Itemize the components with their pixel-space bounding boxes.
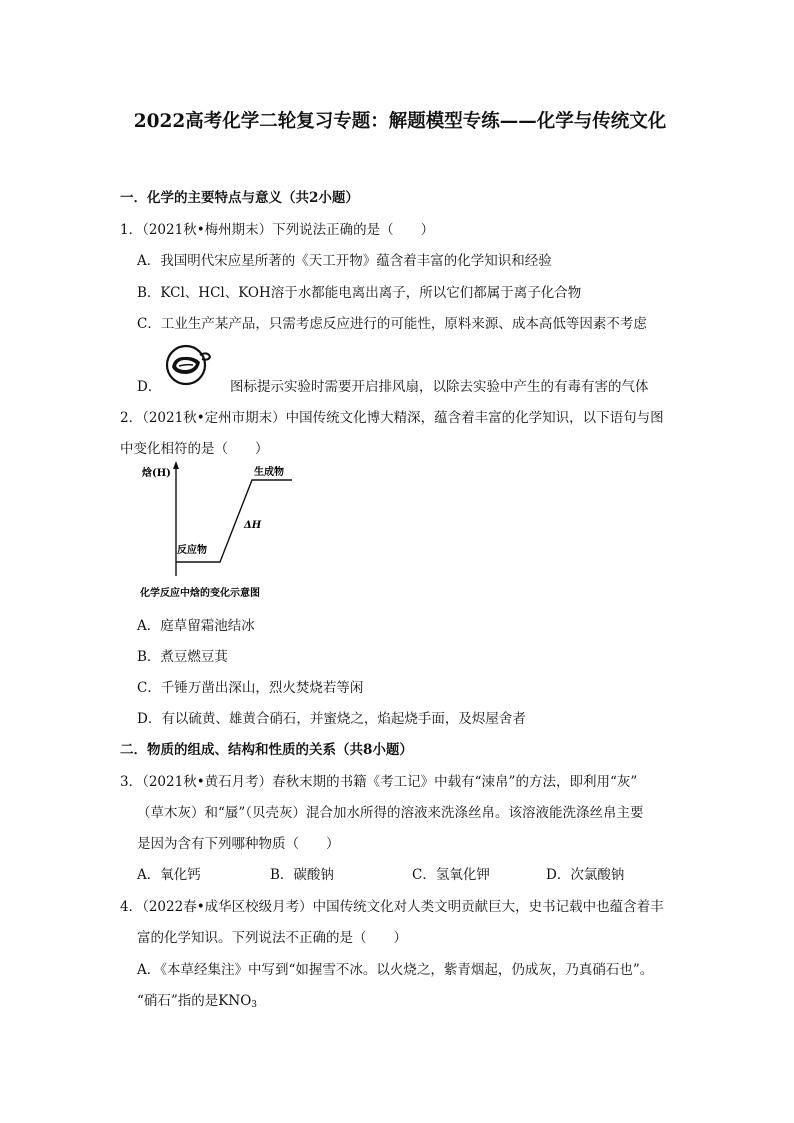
question-2-option-d: D．有以硫黄、雄黄合硝石，并蜜烧之，焰起烧手面，及烬屋舍者 — [137, 711, 526, 727]
question-2-stem-line1: 2．（2021秋•定州市期末）中国传统文化博大精深，蕴含着丰富的化学知识，以下语句与图 — [120, 410, 664, 426]
reactant-label: 反应物 — [177, 545, 207, 556]
question-4-option-a-line1: A．《本草经集注》中写到“如握雪不冰。以火烧之，紫青烟起，仍成灰，乃真硝石也”。 — [137, 962, 654, 978]
question-3-option-c: C．氢氧化钾 — [412, 867, 490, 883]
question-2-option-a: A．庭草留霜池结冰 — [137, 618, 255, 634]
question-2-stem-line2: 中变化相符的是（ ） — [120, 441, 269, 457]
question-1-option-b: B．KCl、HCl、KOH溶于水都能电离出离子，所以它们都属于离子化合物 — [137, 285, 582, 301]
question-1-option-a: A．我国明代宋应星所著的《天工开物》蕴含着丰富的化学知识和经验 — [137, 253, 552, 269]
section-heading-1: 一．化学的主要特点与意义（共2小题） — [120, 190, 359, 206]
question-4-stem-line1: 4．（2022春•成华区校级月考）中国传统文化对人类文明贡献巨大，史书记载中也蕴含着丰 — [120, 899, 664, 915]
page-title: 2022高考化学二轮复习专题：解题模型专练——化学与传统文化 — [133, 111, 667, 132]
question-1-option-d: 图标提示实验时需要开启排风扇，以除去实验中产生的有毒有害的气体 — [230, 379, 649, 395]
chart-title: 化学反应中焓的变化示意图 — [140, 588, 260, 599]
question-3-option-b: B．碳酸钠 — [270, 867, 334, 883]
question-1-option-c: C．工业生产某产品，只需考虑反应进行的可能性，原料来源、成本高低等因素不考虑 — [137, 316, 647, 332]
delta-h-label: ΔH — [244, 520, 262, 531]
y-axis-label: 焓(H) — [142, 468, 171, 479]
section-heading-2: 二．物质的组成、结构和性质的关系（共8小题） — [120, 742, 413, 758]
question-2-option-c: C．千锤万凿出深山，烈火焚烧若等闲 — [137, 680, 364, 696]
question-1-option-d-label: D． — [137, 379, 162, 395]
subscript-3: 3 — [251, 1000, 258, 1010]
question-4-option-a-text: “硝石”指的是KNO — [137, 993, 252, 1009]
question-3-stem-line2: （草木灰）和“蜃”（贝壳灰）混合加水所得的溶液来洗涤丝帛。该溶液能洗涤丝帛主要 — [137, 805, 644, 821]
exhaust-fan-icon — [164, 343, 214, 387]
question-1-stem: 1．（2021秋•梅州期末）下列说法正确的是（ ） — [120, 222, 435, 238]
question-4-stem-line2: 富的化学知识。下列说法不正确的是（ ） — [137, 930, 407, 946]
question-3-stem-line1: 3．（2021秋•黄石月考）春秋末期的书籍《考工记》中载有“涑帛”的方法，即利用“灰” — [120, 774, 638, 790]
question-3-option-a: A．氧化钙 — [137, 867, 201, 883]
enthalpy-diagram — [140, 458, 320, 606]
product-label: 生成物 — [254, 467, 284, 478]
y-axis-arrow — [173, 461, 179, 469]
question-3-stem-line3: 是因为含有下列哪种物质（ ） — [137, 836, 340, 852]
question-3-option-d: D．次氯酸钠 — [546, 867, 625, 883]
question-4-option-a-line2 — [137, 989, 257, 1010]
question-2-option-b: B．煮豆燃豆萁 — [137, 649, 228, 665]
